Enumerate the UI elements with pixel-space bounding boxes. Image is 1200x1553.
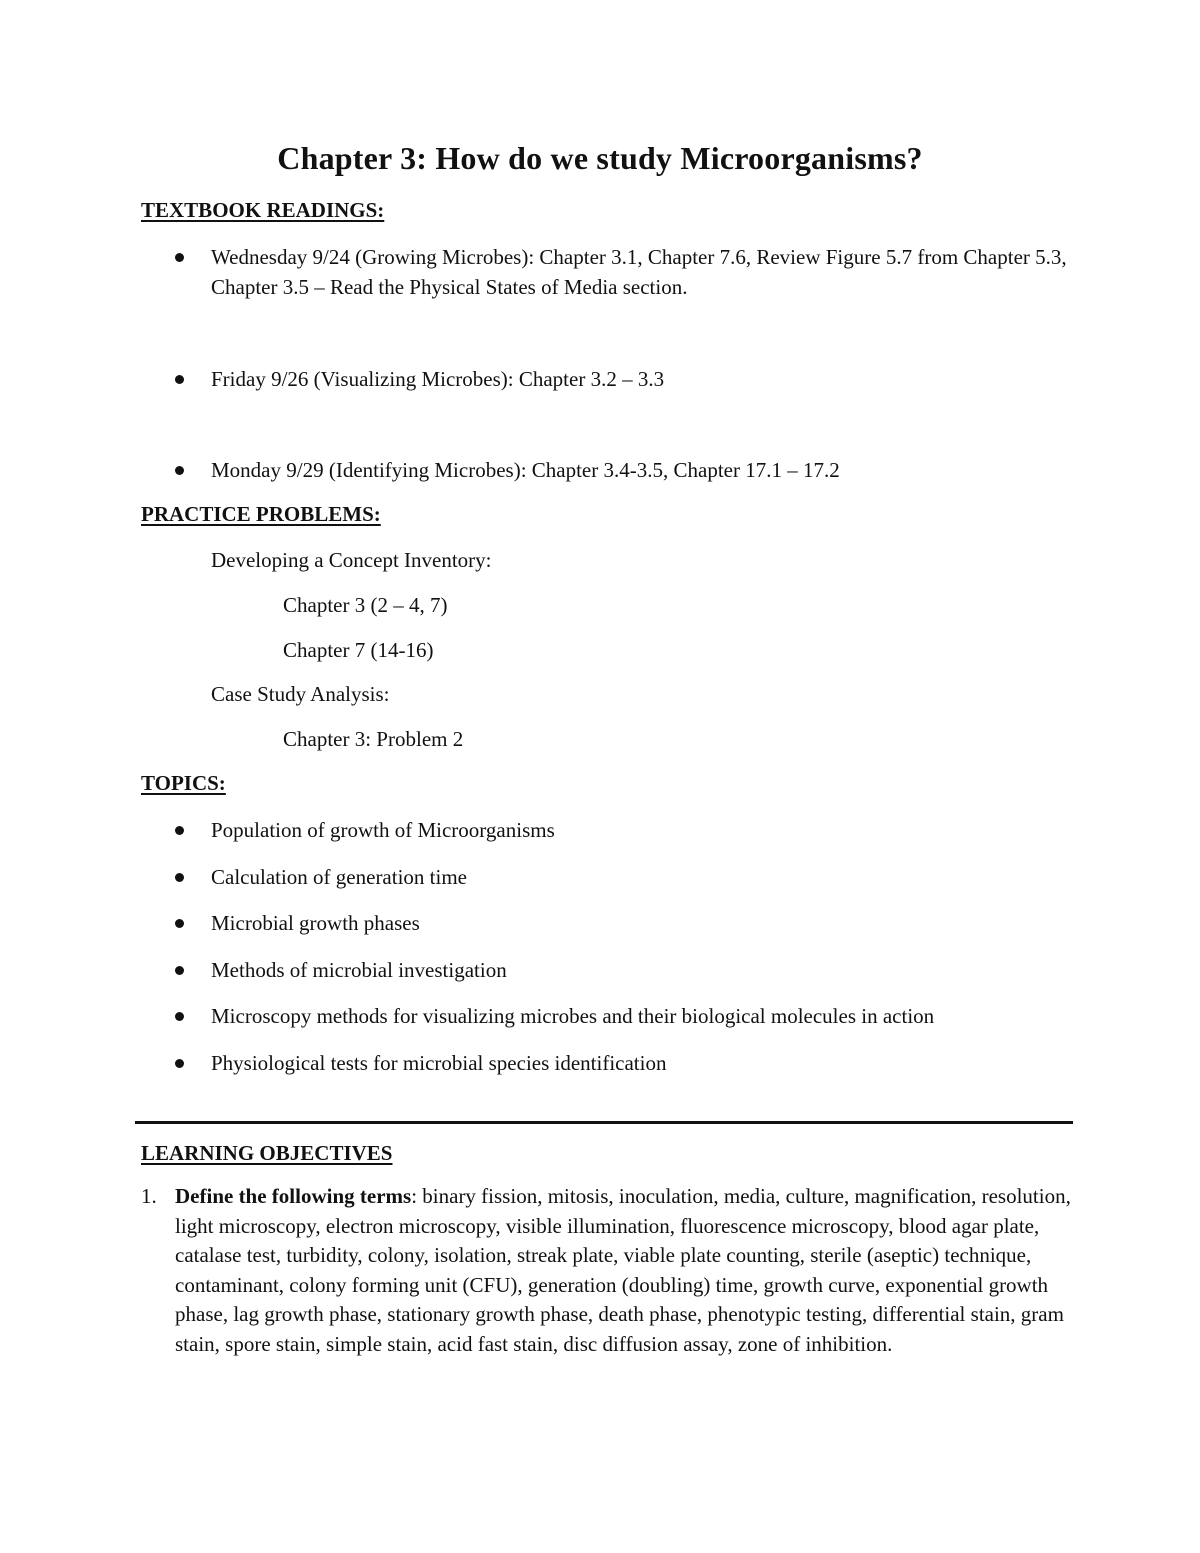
objective-number: 1. xyxy=(141,1184,157,1208)
practice-heading: PRACTICE PROBLEMS: xyxy=(141,502,381,526)
topic-item-text: Microscopy methods for visualizing microbes and their biological molecules in action xyxy=(211,1004,935,1028)
bullet-icon xyxy=(175,375,184,384)
concept-inventory-label: Developing a Concept Inventory: xyxy=(211,548,492,572)
bullet-icon xyxy=(175,826,184,835)
reading-item-text: Monday 9/29 (Identifying Microbes): Chapter 3.4-3.5, Chapter 17.1 – 17.2 xyxy=(211,458,840,482)
bullet-icon xyxy=(175,966,184,975)
topic-item-text: Physiological tests for microbial species identification xyxy=(211,1051,667,1075)
concept-inventory-item: Chapter 7 (14-16) xyxy=(283,638,434,662)
topic-item-text: Methods of microbial investigation xyxy=(211,958,507,982)
topic-item-text: Population of growth of Microorganisms xyxy=(211,818,555,842)
page-title: Chapter 3: How do we study Microorganisms? xyxy=(277,140,923,176)
objective-lead: Define the following terms xyxy=(175,1184,412,1208)
topics-heading: TOPICS: xyxy=(141,771,226,795)
reading-item-text: Wednesday 9/24 (Growing Microbes): Chapter 3.1, Chapter 7.6, Review Figure 5.7 from Chapter 5.3, Chapter 3.5 – Read the Physical States of Media section. xyxy=(211,245,1067,299)
topic-item-text: Microbial growth phases xyxy=(211,911,420,935)
bullet-icon xyxy=(175,253,184,262)
objective-text: : binary fission, mitosis, inoculation, media, culture, magnification, resolution, light microscopy, electron microscopy, visible illumination, fluorescence microscopy, blood agar plate, catalase test, turbidity, colony, isolation, streak plate, viable plate counting, sterile (aseptic) technique, contaminant, colony forming unit (CFU), generation (doubling) time, growth curve, exponential growth phase, lag growth phase, stationary growth phase, death phase, phenotypic testing, differential stain, gram stain, spore stain, simple stain, acid fast stain, disc diffusion assay, zone of inhibition. xyxy=(175,1184,1071,1356)
reading-item-text: Friday 9/26 (Visualizing Microbes): Chapter 3.2 – 3.3 xyxy=(211,367,665,391)
section-divider xyxy=(135,1121,1073,1124)
bullet-icon xyxy=(175,873,184,882)
bullet-icon xyxy=(175,466,184,475)
readings-heading: TEXTBOOK READINGS: xyxy=(141,198,385,222)
objective-body xyxy=(175,1182,1071,1359)
bullet-icon xyxy=(175,1059,184,1068)
bullet-icon xyxy=(175,1012,184,1021)
topic-item-text: Calculation of generation time xyxy=(211,865,467,889)
objectives-heading: LEARNING OBJECTIVES xyxy=(141,1141,393,1165)
case-study-label: Case Study Analysis: xyxy=(211,682,390,706)
case-study-item: Chapter 3: Problem 2 xyxy=(283,727,464,751)
concept-inventory-item: Chapter 3 (2 – 4, 7) xyxy=(283,593,448,617)
bullet-icon xyxy=(175,919,184,928)
